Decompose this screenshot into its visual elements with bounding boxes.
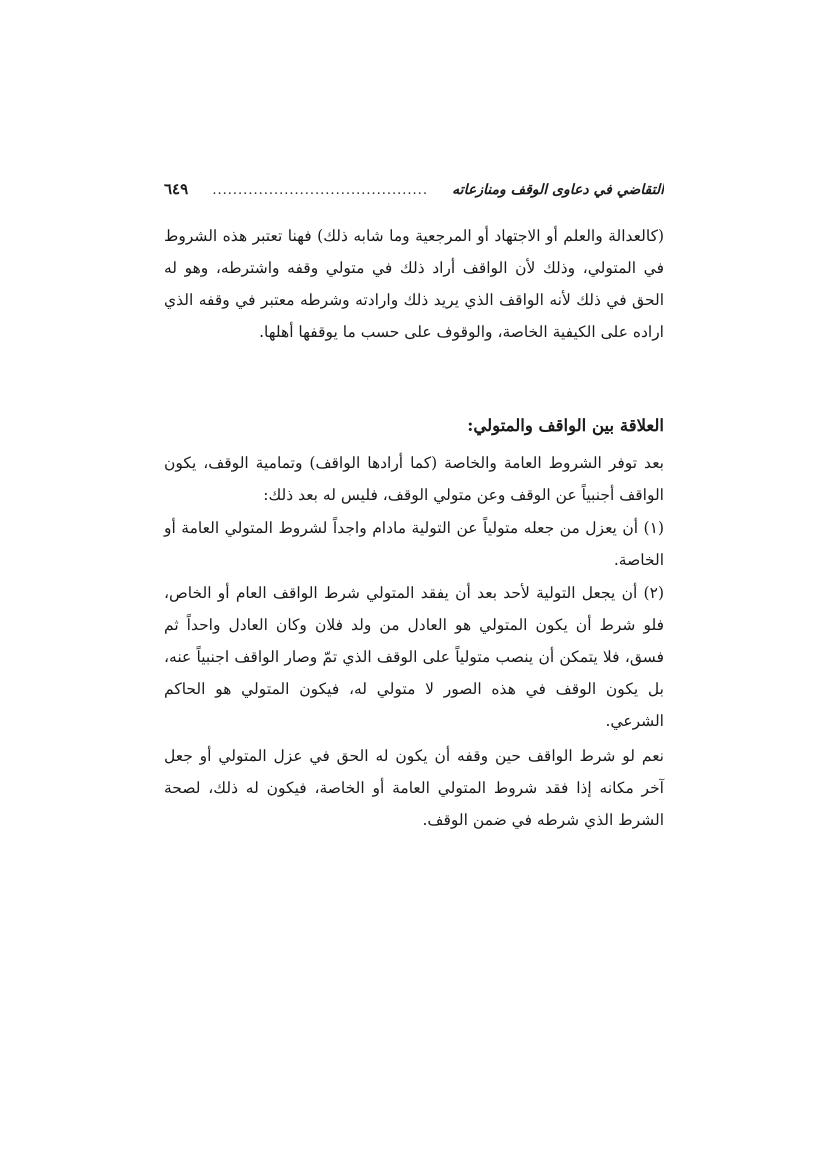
header-leader-dots: .......................................... — [212, 183, 428, 198]
header-title: التقاضي في دعاوى الوقف ومنازعاته — [452, 182, 664, 198]
paragraph-conditions: (كالعدالة والعلم أو الاجتهاد أو المرجعية وما شابه ذلك) فهنا تعتبر هذه الشروط في المتولي، وذلك لأن الواقف أراد ذلك في متولي وقفه واشترطه، وهو له الحق في ذلك لأنه الواقف الذي يريد ذلك وارادته وشرطه معتبر في وقفه الذي اراده على الكيفية الخاصة، والوقوف على حسب ما يوقفها أهلها. — [164, 227, 664, 341]
list-item-2: (٢) أن يجعل التولية لأحد بعد أن يفقد المتولي شرط الواقف العام أو الخاص، فلو شرط أن يكون المتولي هو العادل من ولد فلان وكان العادل واحداً ثم فسق، فلا يتمكن أن ينصب متولياً على الوقف الذي تمّ وصار الواقف اجنبياً عنه، بل يكون الوقف في هذه الصور لا متولي له، فيكون المتولي هو الحاكم الشرعي. — [164, 584, 664, 730]
paragraph-relationship: بعد توفر الشروط العامة والخاصة (كما أرادها الواقف) وتمامية الوقف، يكون الواقف أجنبياً عن الوقف وعن متولي الوقف، فليس له بعد ذلك: — [164, 454, 664, 504]
running-header — [164, 180, 664, 204]
section-heading: العلاقة بين الواقف والمتولي: — [467, 416, 664, 435]
paragraph-exception: نعم لو شرط الواقف حين وقفه أن يكون له الحق في عزل المتولي أو جعل آخر مكانه إذا فقد شروط المتولي العامة أو الخاصة، فيكون له ذلك، لصحة الشرط الذي شرطه في ضمن الوقف. — [164, 747, 664, 829]
page-number: ٦٤٩ — [164, 180, 189, 198]
list-item-1: (١) أن يعزل من جعله متولياً عن التولية مادام واجداً لشروط المتولي العامة أو الخاصة. — [164, 519, 664, 569]
